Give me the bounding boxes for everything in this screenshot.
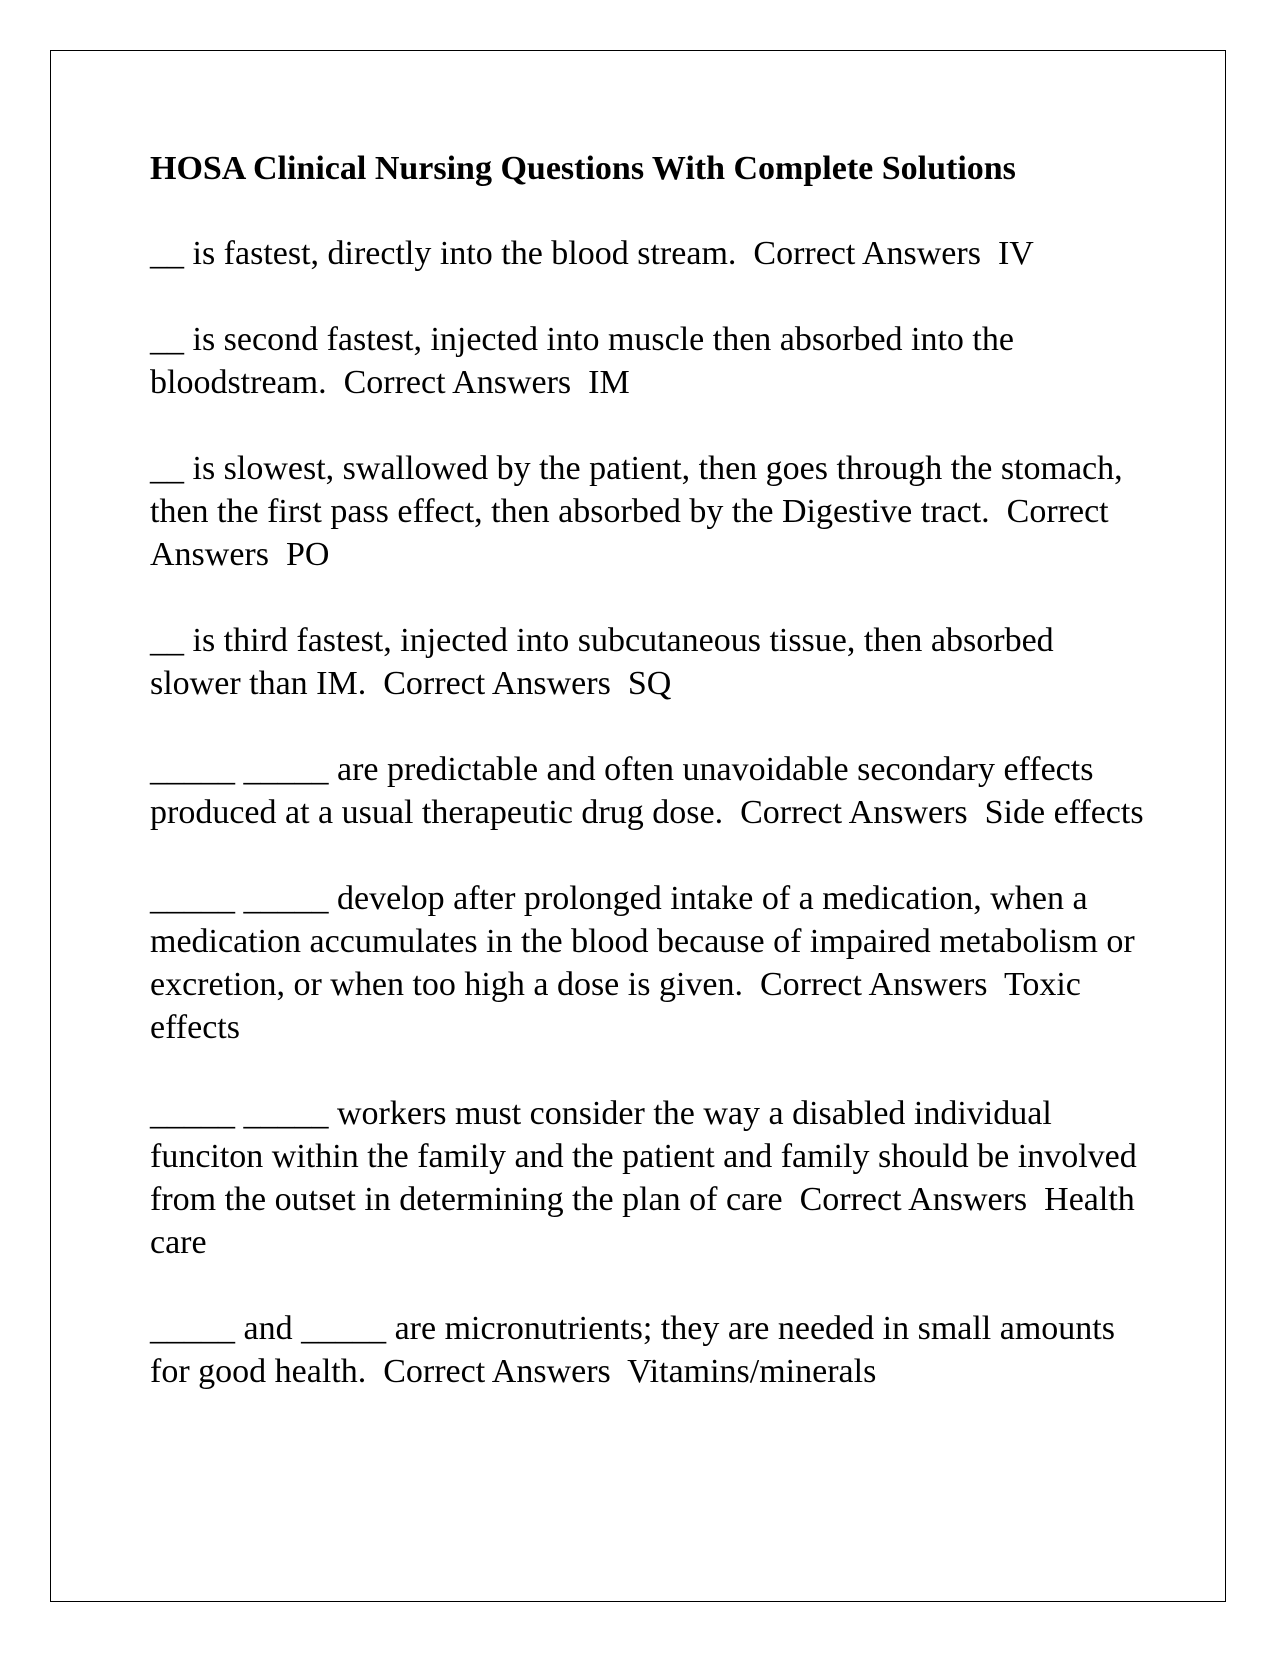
question-text: __ is third fastest, injected into subcutaneous tissue, then absorbed slower than IM. [150,622,1054,702]
qa-item-1 [150,232,1150,275]
answer-label: Correct Answers [759,966,988,1003]
answer-label: Correct Answers [383,665,611,702]
answer-label: Correct Answers [753,235,981,272]
qa-item-6 [150,877,1150,1049]
qa-item-2 [150,318,1150,404]
question-text: __ is fastest, directly into the blood stream. [150,235,737,272]
answer-text: Toxic effects [150,966,1081,1046]
qa-item-3 [150,447,1150,576]
document-title: HOSA Clinical Nursing Questions With Complete Solutions [150,150,1016,187]
question-text: _____ _____ are predictable and often unavoidable secondary effects produced at a usual therapeutic drug dose. [150,751,1094,831]
answer-text: IV [997,235,1034,272]
qa-item-4 [150,619,1150,705]
answer-text: IM [588,364,630,401]
answer-label: Correct Answers [740,794,968,831]
qa-item-8 [150,1307,1150,1393]
document-body [150,148,1150,1436]
question-text: _____ _____ develop after prolonged intake of a medication, when a medication accumulates in the blood because of impaired metabolism or excretion, or when too high a dose is given. [150,880,1135,1003]
answer-label: Correct Answers [150,493,1109,573]
qa-item-5 [150,748,1150,834]
answer-label: Correct Answers [799,1181,1028,1218]
question-text: __ is second fastest, injected into muscle then absorbed into the bloodstream. [150,321,1014,401]
answer-text: Health care [150,1181,1135,1261]
question-text: _____ _____ workers must consider the way a disabled individual funciton within the family and the patient and family should be involved from the outset in determining the plan of care [150,1095,1137,1218]
qa-item-7 [150,1092,1150,1264]
question-text: __ is slowest, swallowed by the patient, then goes through the stomach, then the first pass effect, then absorbed by the Digestive tract. [150,450,1123,530]
answer-label: Correct Answers [383,1353,611,1390]
answer-text: Side effects [984,794,1144,831]
answer-text: SQ [627,665,672,702]
answer-text: Vitamins/minerals [627,1353,877,1390]
question-text: _____ and _____ are micronutrients; they are needed in small amounts for good health. [150,1310,1115,1390]
answer-label: Correct Answers [343,364,572,401]
answer-text: PO [285,536,330,573]
